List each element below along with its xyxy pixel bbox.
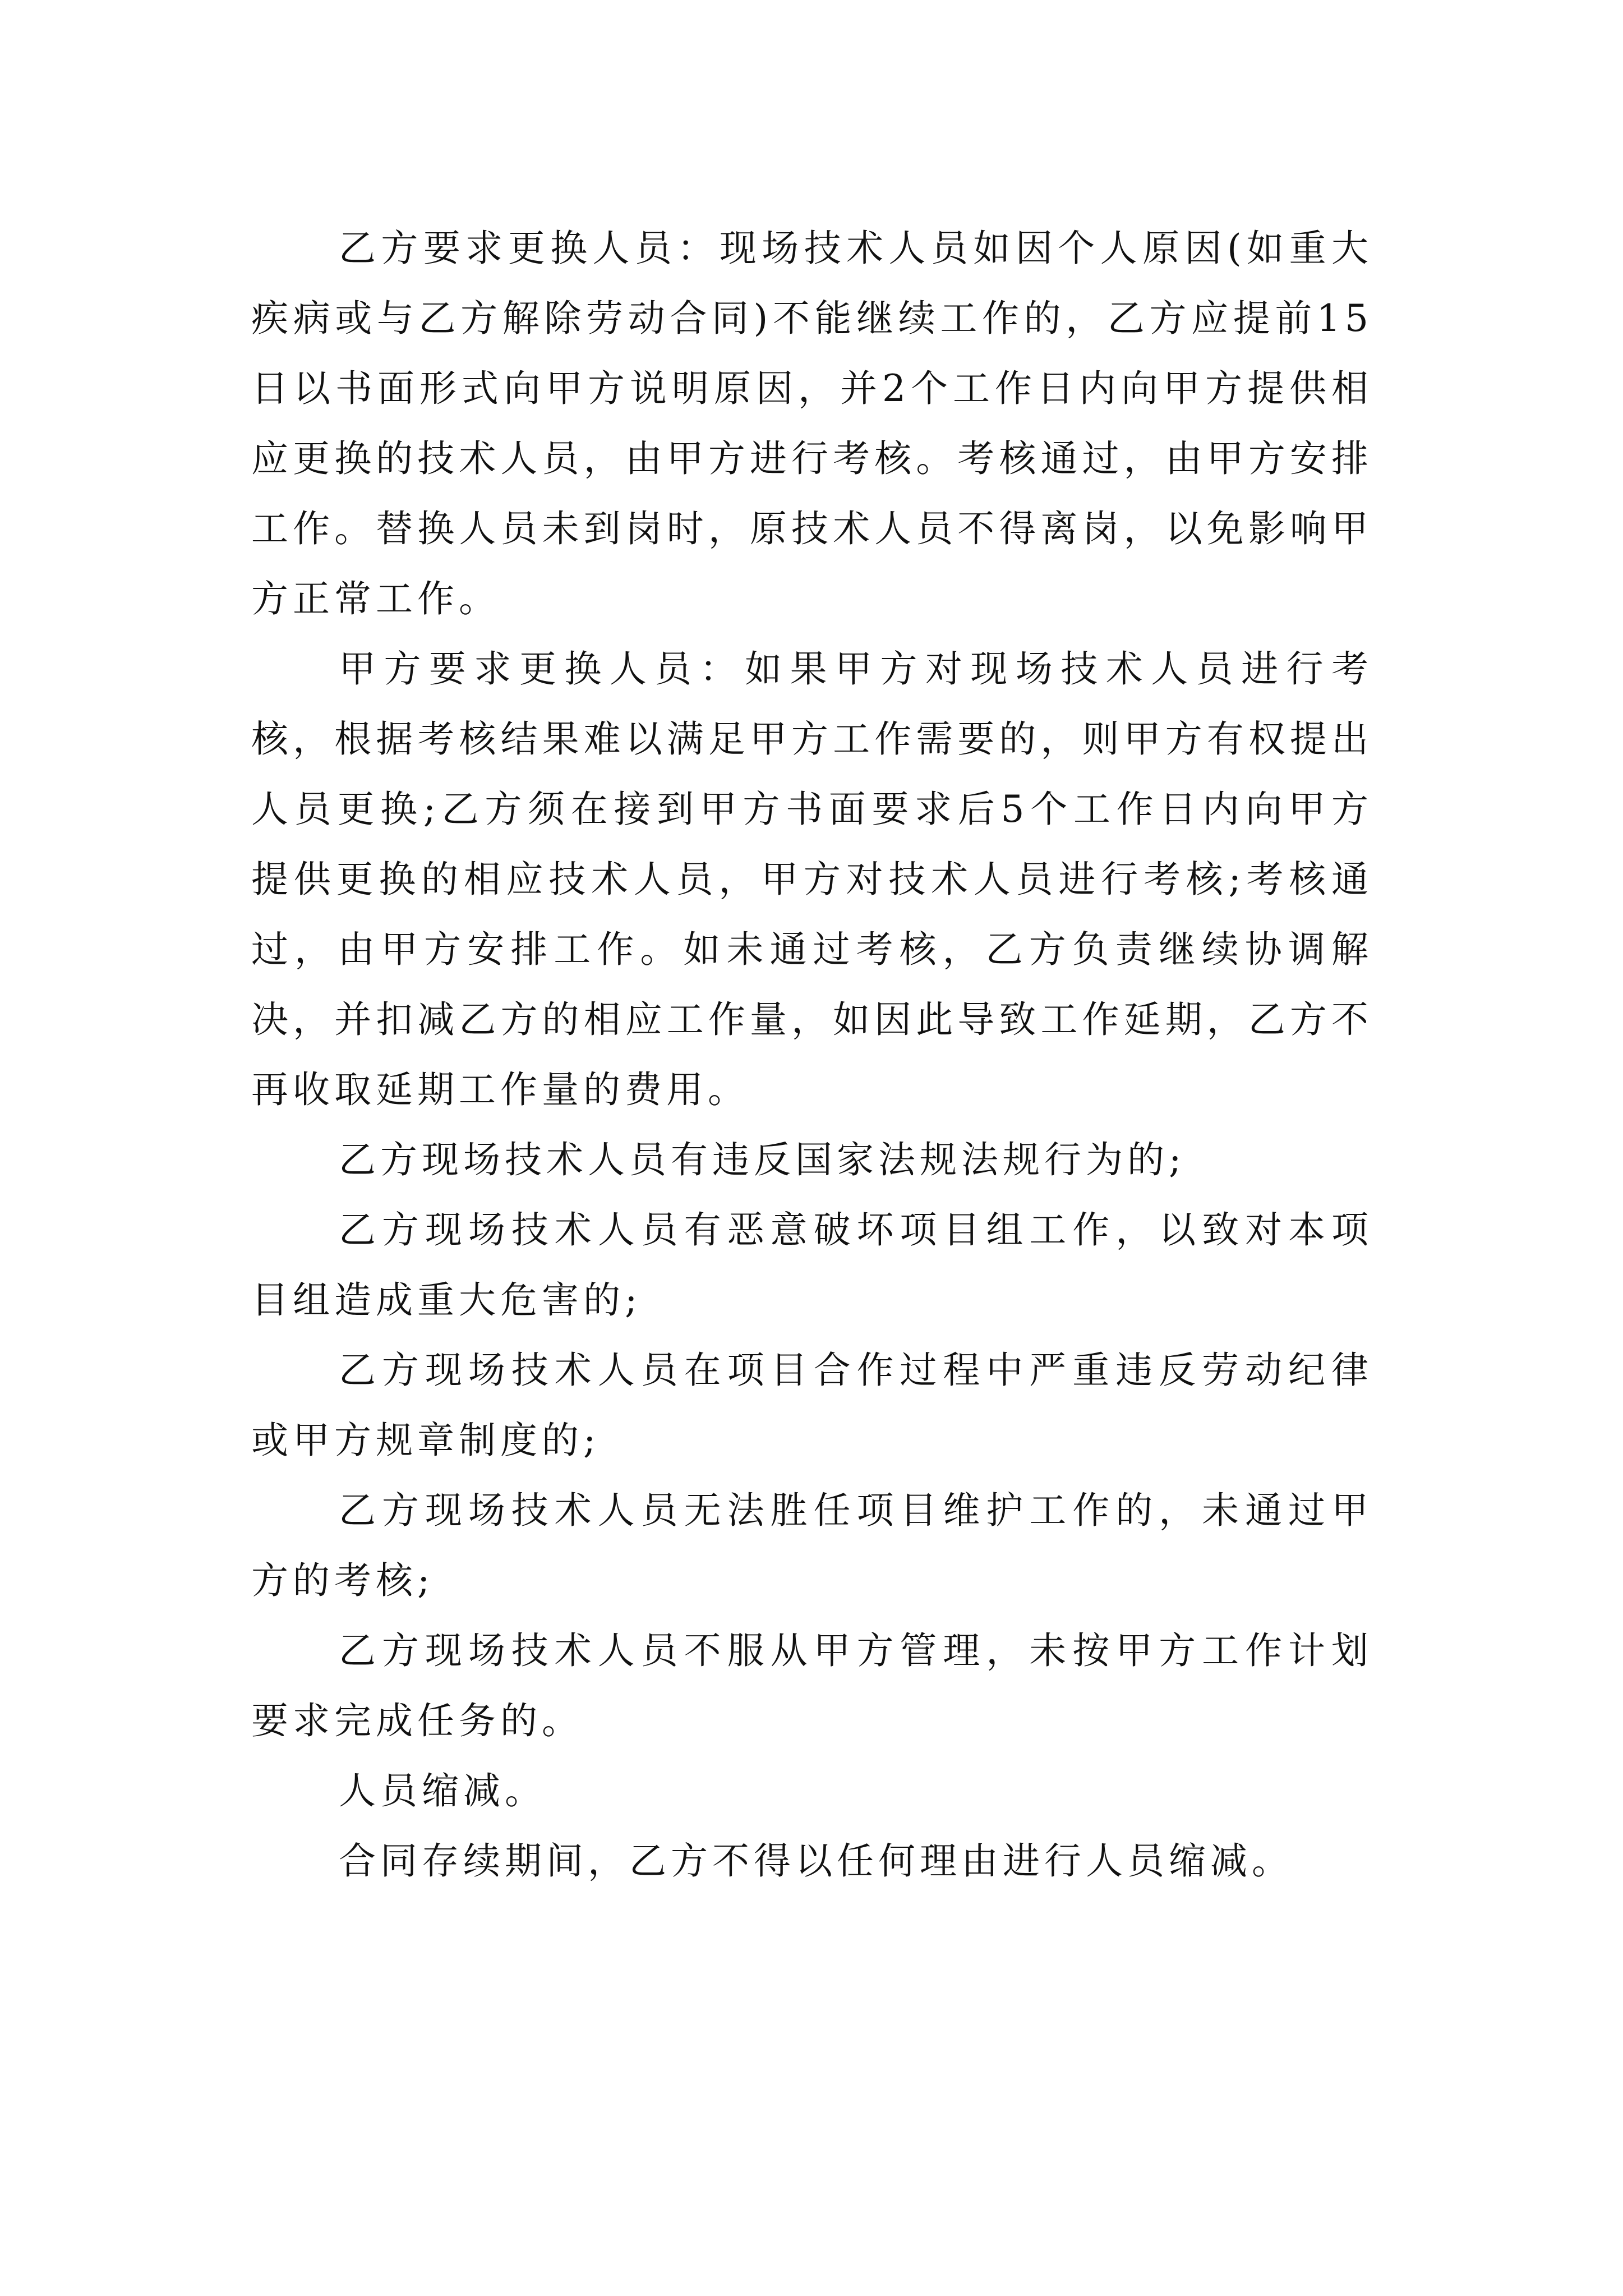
paragraph-violates-discipline: 乙方现场技术人员在项目合作过程中严重违反劳动纪律或甲方规章制度的; <box>251 1349 1373 1462</box>
paragraph-no-staff-reduction: 合同存续期间，乙方不得以任何理由进行人员缩减。 <box>339 1839 1293 1883</box>
document-body <box>251 213 1373 1896</box>
paragraph-staff-reduction-heading: 人员缩减。 <box>339 1769 546 1812</box>
paragraph-client-requests-replacement: 甲方要求更换人员：如果甲方对现场技术人员进行考核，根据考核结果难以满足甲方工作需要的，则甲方有权提出人员更换;乙方须在接到甲方书面要求后5个工作日内向甲方提供更换的相应技术人员，甲方对技术人员进行考核;考核通过，由甲方安排工作。如未通过考核，乙方负责继续协调解决，并扣减乙方的相应工作量，如因此导致工作延期，乙方不再收取延期工作量的费用。 <box>251 647 1373 1111</box>
paragraph-incompetent: 乙方现场技术人员无法胜任项目维护工作的，未通过甲方的考核; <box>251 1489 1373 1602</box>
paragraph-malicious-damage: 乙方现场技术人员有恶意破坏项目组工作，以致对本项目组造成重大危害的; <box>251 1208 1373 1322</box>
paragraph-violates-regulations: 乙方现场技术人员有违反国家法规法规行为的; <box>339 1138 1186 1181</box>
paragraph-contractor-requests-replacement: 乙方要求更换人员：现场技术人员如因个人原因(如重大疾病或与乙方解除劳动合同)不能继续工作的，乙方应提前15日以书面形式向甲方说明原因，并2个工作日内向甲方提供相应更换的技术人员，由甲方进行考核。考核通过，由甲方安排工作。替换人员未到岗时，原技术人员不得离岗，以免影响甲方正常工作。 <box>251 227 1373 620</box>
paragraph-disobeys-management: 乙方现场技术人员不服从甲方管理，未按甲方工作计划要求完成任务的。 <box>251 1629 1373 1742</box>
